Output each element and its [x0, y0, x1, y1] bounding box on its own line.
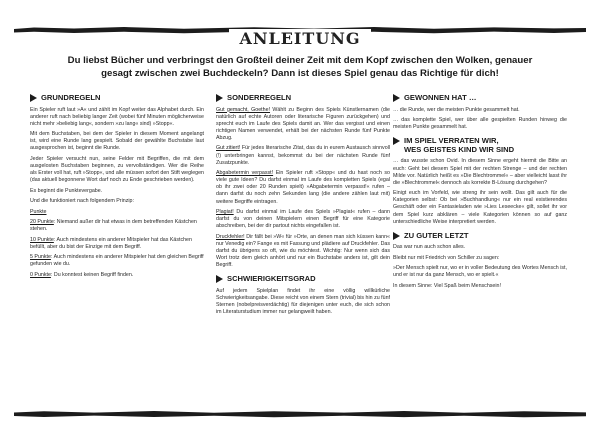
list-item: 20 Punkte: Niemand außer dir hat etwas in dem betreffenden Kästchen stehen. — [30, 219, 197, 233]
paragraph: Ein Spieler ruft laut »A« und zählt im Kopf weiter das Alphabet durch. Ein anderer ruft nach beliebig langer Zeit (wobei fünf Minuten möglicherweise nicht mehr »beliebig lang«, sondern »zu lang« sind) »Stopp«. — [30, 106, 204, 127]
heading-zu-guter-letzt: ZU GUTER LETZT — [393, 232, 567, 241]
paragraph: Auf jedem Spielplan findet ihr eine völlig willkürliche Schwierigkeitsangabe. Diese reicht von einem Stern (trivial) bis hin zu fünf Sternen (nobelpreisverdächtig) für diejenigen unter euch, die sich schon im Literaturstudium immer nur gelangweilt haben. — [216, 287, 390, 315]
intro-text — [30, 55, 570, 80]
arrow-bullet-icon — [393, 94, 400, 102]
list-item: 5 Punkte: Auch mindestens ein anderer Mitspieler hat den gleichen Begriff gefunden wie du. — [30, 254, 204, 268]
paragraph: Jeder Spieler versucht nun, seine Felder mit Begriffen, die mit dem ausgelosten Buchstaben beginnen, zu vervollständigen. Wer die Reihe als Erster voll hat, ruft »Stopp«, und alle müssen sofort den Stift weglegen (das aktuell begonnene Wort darf noch zu Ende geschrieben werden). — [30, 155, 204, 184]
heading-grundregeln: GRUNDREGELN — [30, 94, 204, 103]
intro-line-1: Du liebst Bücher und verbringst den Großteil deiner Zeit mit dem Kopf zwischen den Wolken, genauer — [67, 55, 533, 66]
arrow-bullet-icon — [393, 232, 400, 240]
quote: »Der Mensch spielt nur, wo er in voller Bedeutung des Wortes Mensch ist, und er ist nur da ganz Mensch, wo er spielt.« — [393, 265, 567, 279]
list-item: 10 Punkte: Auch mindestens ein anderer Mitspieler hat das Kästchen befüllt, aber du bist der Einzige mit dem Begriff. — [30, 236, 192, 250]
paragraph: Das war nun auch schon alles. — [393, 244, 466, 251]
punkte-heading: Punkte — [30, 208, 47, 215]
heading-gewonnen-hat: GEWONNEN HAT … — [393, 94, 567, 103]
title-bar — [0, 26, 600, 50]
paragraph: Einigt euch im Vorfeld, wie streng ihr sein wollt. Das gilt auch für die Kategorien selbst: Ob bei »Buchhandlung« nur ein real existierendes Geschäft oder ein Fantasieladen wie »Lies Leseecke« gilt, sollet ihr vor dem Spiel kurz abklären – viele Kategorien können so auf ganz unterschiedliche Weise interpretiert werden. — [393, 190, 567, 225]
list-item: 0 Punkte: Du konntest keinen Begriff finden. — [30, 271, 134, 278]
page-title: ANLEITUNG — [229, 29, 370, 48]
column-sonderregeln — [216, 94, 390, 319]
bottom-brush-stroke — [14, 410, 586, 418]
column-gewonnen — [393, 94, 567, 293]
arrow-bullet-icon — [216, 94, 223, 102]
paragraph: Bleibt nur mit Friedrich von Schiller zu sagen: — [393, 254, 500, 261]
rule-item: Druckfehler! Dir fällt bei »W« für »Orte, an denen man sich küssen kann« nur Venedig ein? Fange es mit Fassung und plädiere auf Druckfehler. Das darfst du übrigens so oft, wie du möchtest. Wichtig: Nur wenn sich das Wort trotz dem gleich anhört und nur ein Buchstabe anders ist, gilt dein Begriff. — [216, 233, 390, 269]
heading-schwierigkeitsgrad: SCHWIERIGKEITSGRAD — [216, 275, 390, 284]
paragraph: In diesem Sinne: Viel Spaß beim Menschsein! — [393, 282, 501, 289]
paragraph: … das wusste schon Ovid. In diesem Sinne ergeht hiermit die Bitte an euch: Geht bei diesem Spiel mit der rechten Strenge – und der rechten Milde vor. Natürlich heißt es »Die Blechtrommel« – aber vielleicht lasst ihr die »Blechtrommel« dennoch als korrekte B-Lösung durchgehen? — [393, 158, 567, 186]
rule-item: Abgabetermin verpasst! Ein Spieler ruft »Stopp« und du hast noch so viele gute Ideen? Du darfst einmal im Laufe des kompletten Spiels (egal ob ihr zwei oder 20 Runden spielt) »Abgabetermin verpasst!« rufen – dann darfst du noch zehn Sekunden lang (die andere zählen laut mit) weitere Begriffe eintragen. — [216, 170, 390, 205]
arrow-bullet-icon — [30, 94, 37, 102]
rule-item: Plagiat! Du darfst einmal im Laufe des Spiels »Plagiat« rufen – dann darfst du von deinen Mitspielern einen Begriff für eine Kategorie abschreiben, bei der dir partout nichts eingefallen ist. — [216, 208, 390, 230]
column-grundregeln — [30, 94, 204, 282]
paragraph: … die Runde, wer die meisten Punkte gesammelt hat. — [393, 106, 520, 113]
paragraph: Und die funktioniert nach folgendem Prinzip: — [30, 198, 134, 205]
paragraph: … das komplette Spiel, wer über alle gespielten Runden hinweg die meisten Punkte gesammelt hat. — [393, 117, 567, 131]
heading-im-spiel-verraten: IM SPIEL VERRATEN WIR, WES GEISTES KIND WIR SIND — [393, 137, 567, 154]
arrow-bullet-icon — [216, 275, 223, 283]
rule-item: Gut gemacht, Goethe! Wählt zu Beginn des Spiels Künstlernamen (die natürlich auf echte Autoren oder literarische Figuren zurückgehen) und sprecht euch im Laufe des Spiels damit an. Wer das vergisst und einen richtigen Namen verwendet, erhält bei der nächsten Runde fünf Punkte Abzug. — [216, 106, 390, 141]
intro-line-2: gesagt zwischen zwei Buchdeckeln? Dann ist dieses Spiel genau das Richtige für dich! — [101, 67, 499, 79]
rule-item: Gut zitiert! Für jedes literarische Zitat, das du in eurem Austausch sinnvoll (!) unterbringen kannst, bekommst du bei der nächsten Runde fünf Zusatzpunkte. — [216, 145, 390, 166]
paragraph: Es beginnt die Punktevergabe. — [30, 187, 103, 194]
arrow-bullet-icon — [393, 137, 400, 145]
paragraph: Mit dem Buchstaben, bei dem der Spieler in diesem Moment angelangt ist, wird eine Runde lang gespielt. Sobald der gewählte Buchstabe laut ausgesprochen ist, beginnt die Runde. — [30, 131, 204, 152]
heading-sonderregeln: SONDERREGELN — [216, 94, 390, 103]
